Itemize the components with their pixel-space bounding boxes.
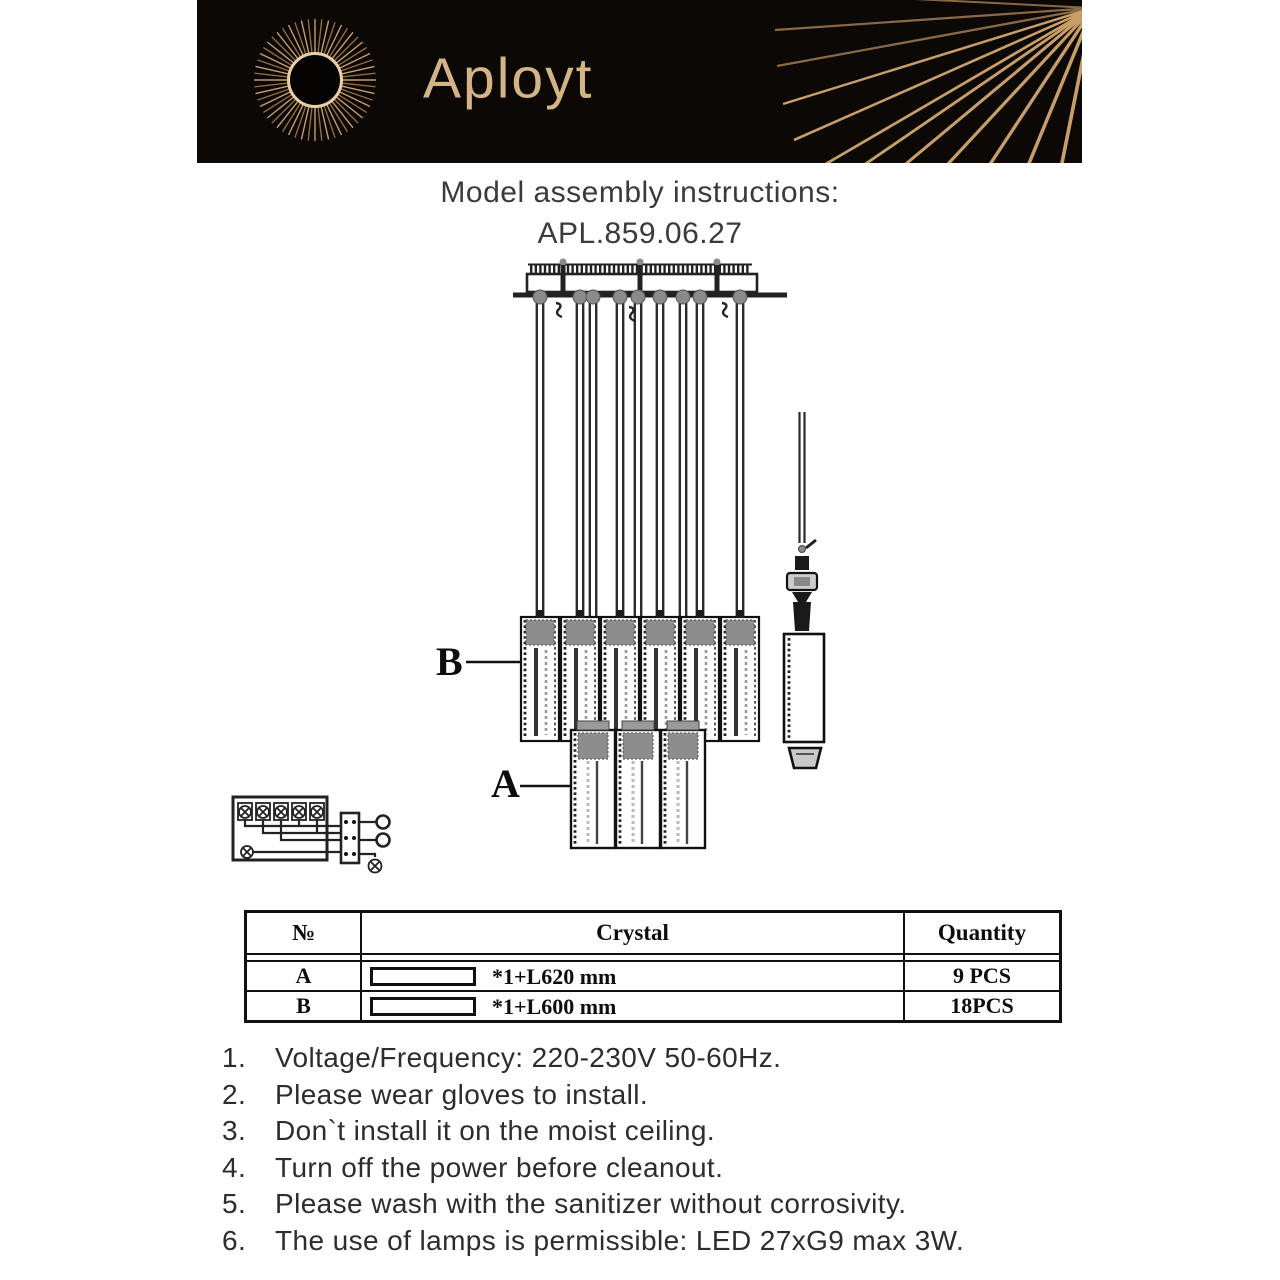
crystal-table: [244, 910, 1062, 1023]
item-number: 5.: [222, 1188, 247, 1220]
crystal-icon: [370, 997, 476, 1016]
header-quantity: Quantity: [904, 912, 1061, 955]
item-text: Don`t install it on the moist ceiling.: [275, 1115, 716, 1147]
crystal-icon: [370, 967, 476, 986]
item-number: 4.: [222, 1151, 247, 1183]
list-item: [222, 1115, 1102, 1152]
table-spacer-row: [246, 954, 1061, 961]
wire-ring-1: [377, 816, 390, 829]
item-text: Please wash with the sanitizer without corrosivity.: [275, 1188, 907, 1220]
instruction-list: [222, 1042, 1102, 1262]
crystal-spec: *1+L600 mm: [492, 993, 617, 1019]
item-number: 2.: [222, 1078, 247, 1110]
wire-ring-2: [377, 834, 390, 847]
terminal-block-screws: [344, 820, 356, 856]
list-item: [222, 1042, 1102, 1079]
row-b-quantity: 18PCS: [904, 991, 1061, 1021]
row-a-crystal: [361, 961, 904, 991]
table-row: [246, 961, 1061, 991]
header-crystal: Crystal: [361, 912, 904, 955]
list-item: [222, 1079, 1102, 1116]
wiring-diagram: [225, 790, 410, 885]
terminal-block: [341, 813, 359, 863]
banner-decor: [197, 0, 1082, 163]
row-a-no: A: [246, 961, 362, 991]
item-number: 6.: [222, 1224, 247, 1256]
output-wires: [359, 822, 376, 857]
item-text: Please wear gloves to install.: [275, 1078, 649, 1110]
header-banner: [197, 0, 1082, 163]
crystal-spec: *1+L620 mm: [492, 963, 617, 989]
row-a-quantity: 9 PCS: [904, 961, 1061, 991]
ground-screw: [369, 860, 382, 873]
exploded-pendant-diagram: [784, 412, 824, 768]
list-item: [222, 1225, 1102, 1262]
page-title: Model assembly instructions:: [440, 176, 840, 209]
part-label-a: A: [491, 761, 520, 806]
crystal-row-a: [571, 721, 705, 848]
title-block: [0, 176, 1280, 251]
list-item: [222, 1152, 1102, 1189]
sunburst-center: [291, 56, 340, 105]
model-number: APL.859.06.27: [537, 217, 743, 250]
item-number: 3.: [222, 1115, 247, 1147]
chandelier-diagram: [420, 255, 860, 880]
list-item: [222, 1188, 1102, 1225]
brand-name: Aployt: [423, 46, 594, 111]
table-header-row: [246, 912, 1061, 955]
item-number: 1.: [222, 1042, 247, 1073]
item-text: Voltage/Frequency: 220-230V 50-60Hz.: [275, 1042, 782, 1073]
item-text: The use of lamps is permissible: LED 27xG9 max 3W.: [275, 1224, 965, 1256]
part-label-b: B: [436, 639, 463, 684]
corner-rays-icon: [775, 0, 1082, 163]
row-b-no: B: [246, 991, 362, 1021]
table-row: [246, 991, 1061, 1021]
header-no: №: [246, 912, 362, 955]
row-b-crystal: [361, 991, 904, 1021]
item-text: Turn off the power before cleanout.: [275, 1151, 724, 1183]
